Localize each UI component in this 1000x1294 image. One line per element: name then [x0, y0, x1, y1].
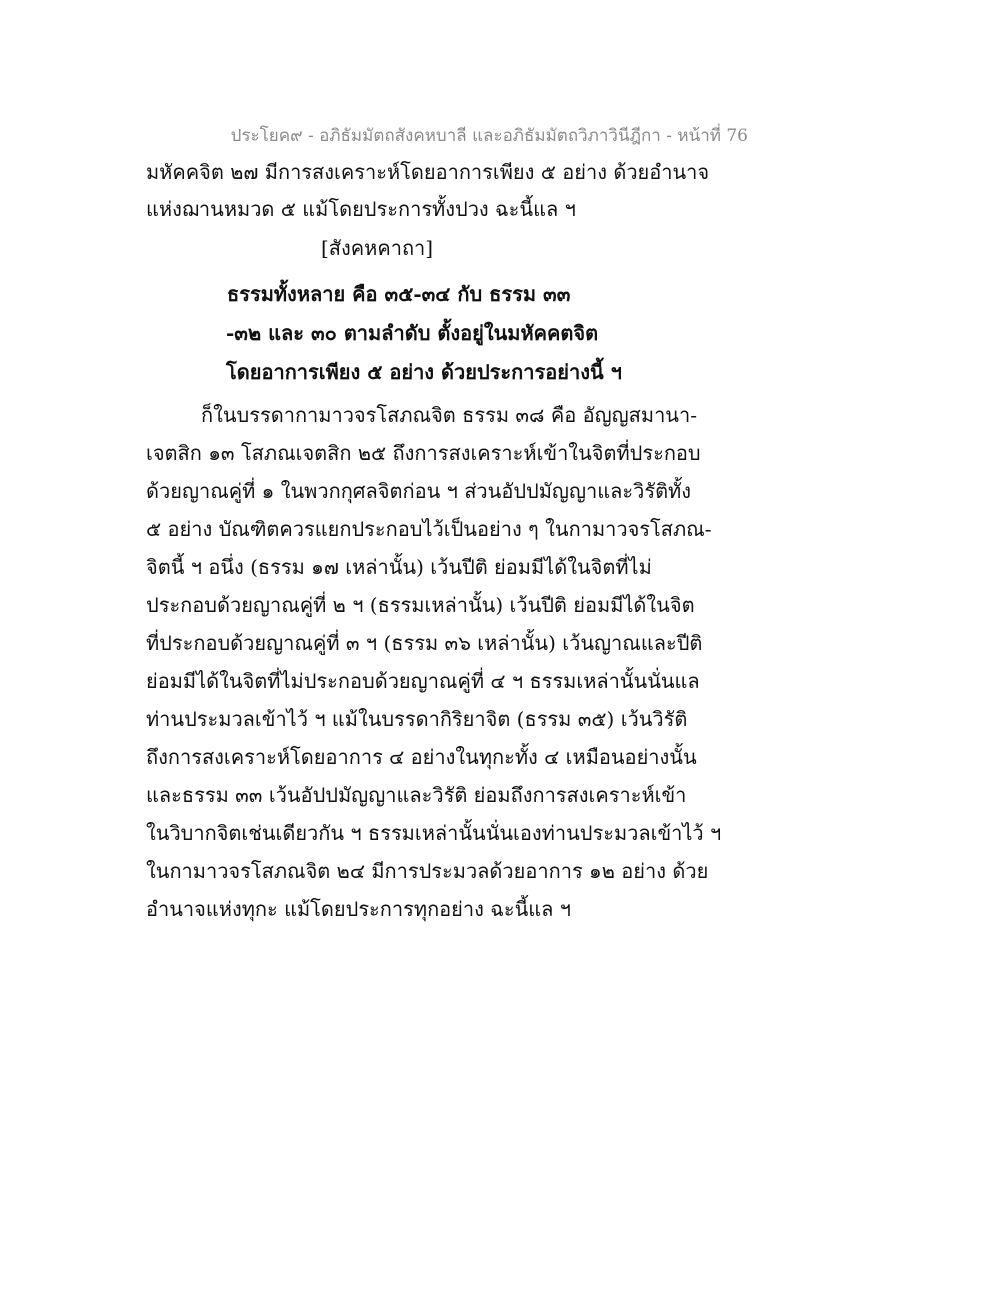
paragraph-line-9: ท่านประมวลเข้าไว้ ฯ แม้ในบรรดากิริยาจิต (ธรรม ๓๕) เว้นวิรัติ — [146, 707, 688, 731]
paragraph-line-3: ด้วยญาณคู่ที่ ๑ ในพวกกุศลจิตก่อน ฯ ส่วนอัปปมัญญาและวิรัติทั้ง — [146, 479, 692, 503]
verse-line-3: โดยอาการเพียง ๕ อย่าง ด้วยประการอย่างนี้ ฯ — [226, 360, 622, 384]
paragraph-line-6: ประกอบด้วยญาณคู่ที่ ๒ ฯ (ธรรมเหล่านั้น) เว้นปีติ ย่อมมีได้ในจิต — [146, 593, 695, 617]
verse-heading: [สังคหคาถา] — [321, 236, 434, 260]
paragraph-line-5: จิตนี้ ฯ อนึ่ง (ธรรม ๑๗ เหล่านั้น) เว้นปีติ ย่อมมีได้ในจิตที่ไม่ — [146, 555, 652, 579]
paragraph-line-1: ก็ในบรรดากามาวจรโสภณจิต ธรรม ๓๘ คือ อัญญสมานา- — [201, 403, 697, 427]
intro-line-2: แห่งฌานหมวด ๕ แม้โดยประการทั้งปวง ฉะนี้แล ฯ — [146, 197, 576, 221]
paragraph-line-11: และธรรม ๓๓ เว้นอัปปมัญญาและวิรัติ ย่อมถึงการสงเคราะห์เข้า — [146, 783, 687, 807]
paragraph-line-10: ถึงการสงเคราะห์โดยอาการ ๔ อย่างในทุกะทั้ง ๔ เหมือนอย่างนั้น — [146, 745, 697, 769]
paragraph-line-7: ที่ประกอบด้วยญาณคู่ที่ ๓ ฯ (ธรรม ๓๖ เหล่านั้น) เว้นญาณและปีติ — [146, 631, 703, 655]
verse-line-2: -๓๒ และ ๓๐ ตามลำดับ ตั้งอยู่ในมหัคคตจิต — [226, 321, 599, 345]
running-header: ประโยค๙ - อภิธัมมัตถสังคหบาลี และอภิธัมมัตถวิภาวินีฎีกา - หน้าที่ 76 — [230, 126, 748, 146]
paragraph-line-4: ๕ อย่าง บัณฑิตควรแยกประกอบไว้เป็นอย่าง ๆ ในกามาวจรโสภณ- — [146, 517, 712, 541]
paragraph-line-2: เจตสิก ๑๓ โสภณเจตสิก ๒๕ ถึงการสงเคราะห์เข้าในจิตที่ประกอบ — [146, 441, 701, 465]
paragraph-line-8: ย่อมมีได้ในจิตที่ไม่ประกอบด้วยญาณคู่ที่ ๔ ฯ ธรรมเหล่านั้นนั่นแล — [146, 669, 700, 693]
intro-line-1: มหัคคจิต ๒๗ มีการสงเคราะห์โดยอาการเพียง ๕ อย่าง ด้วยอำนาจ — [146, 160, 710, 184]
paragraph-line-14: อำนาจแห่งทุกะ แม้โดยประการทุกอย่าง ฉะนี้แล ฯ — [146, 897, 572, 921]
paragraph-line-12: ในวิบากจิตเช่นเดียวกัน ฯ ธรรมเหล่านั้นนั่นเองท่านประมวลเข้าไว้ ฯ — [146, 821, 722, 845]
paragraph-line-13: ในกามาวจรโสภณจิต ๒๔ มีการประมวลด้วยอาการ ๑๒ อย่าง ด้วย — [146, 859, 709, 883]
verse-line-1: ธรรมทั้งหลาย คือ ๓๕-๓๔ กับ ธรรม ๓๓ — [227, 282, 571, 306]
